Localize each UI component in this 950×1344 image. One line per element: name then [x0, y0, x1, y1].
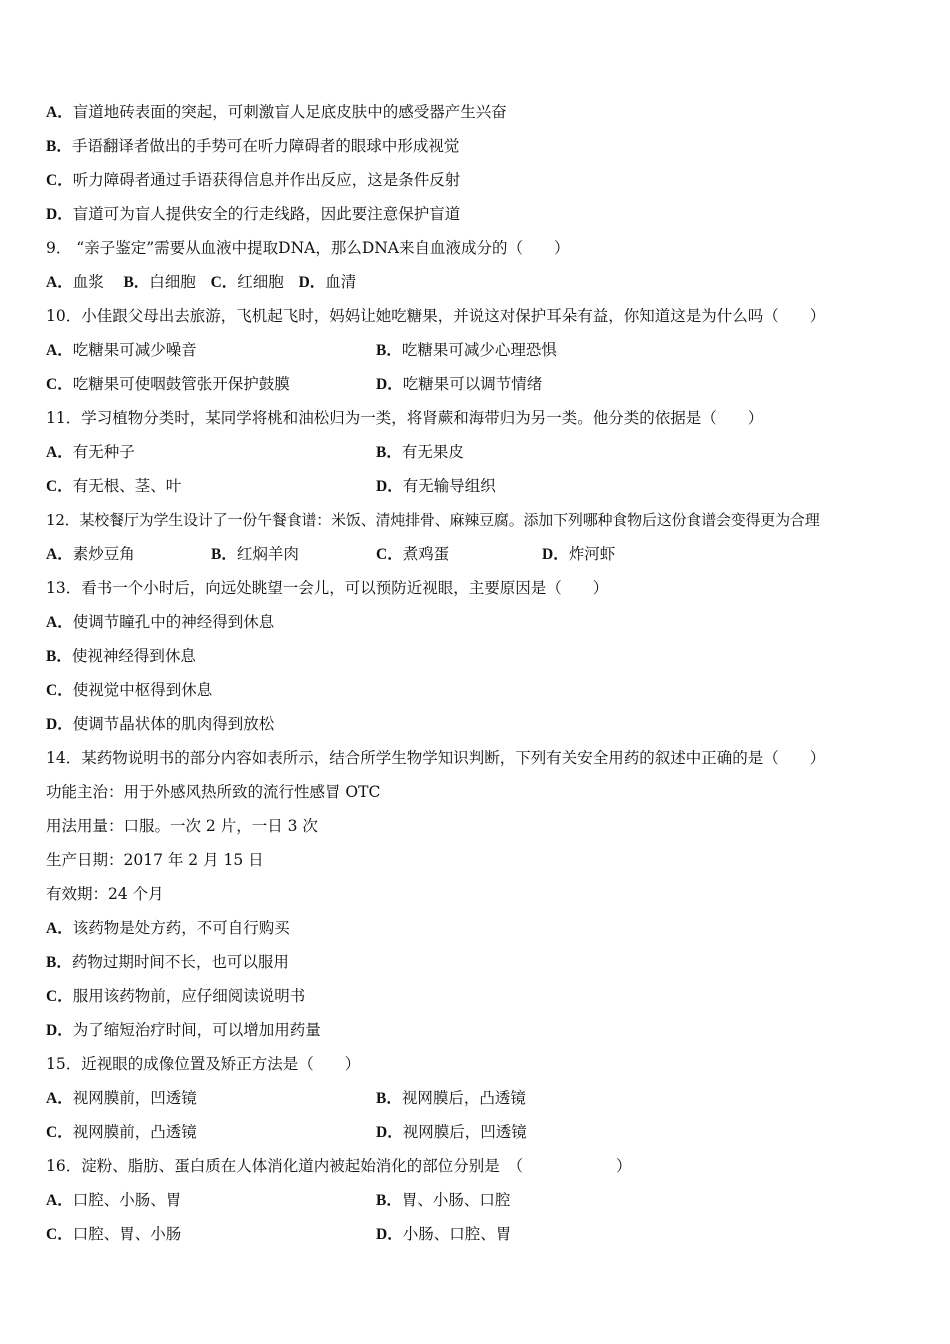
q10-option-d: D．吃糖果可以调节情绪: [376, 375, 543, 393]
q14-stem: 14．某药物说明书的部分内容如表所示，结合所学生物学知识判断，下列有关安全用药的叙述中正确的是（ ）: [46, 749, 826, 767]
q12-option-c: C．煮鸡蛋: [376, 545, 450, 563]
q14-option-c: C．服用该药物前，应仔细阅读说明书: [46, 987, 306, 1005]
q9-stem: 9． “亲子鉴定”需要从血液中提取DNA，那么DNA来自血液成分的（ ）: [46, 239, 570, 257]
q16-stem: 16．淀粉、脂肪、蛋白质在人体消化道内被起始消化的部位分别是 （ ）: [46, 1157, 632, 1175]
q14-info-dosage: 用法用量：口服。一次 2 片，一日 3 次: [46, 817, 318, 835]
q14-option-b: B．药物过期时间不长，也可以服用: [46, 953, 289, 971]
q14-info-production-date: 生产日期：2017 年 2 月 15 日: [46, 851, 264, 869]
q12-option-d: D．炸河虾: [542, 545, 616, 563]
q16-option-b: B．胃、小肠、口腔: [376, 1191, 511, 1209]
q10-option-c: C．吃糖果可使咽鼓管张开保护鼓膜: [46, 375, 290, 393]
q11-option-b: B．有无果皮: [376, 443, 464, 461]
q13-option-b: B．使视神经得到休息: [46, 647, 196, 665]
q13-stem: 13．看书一个小时后，向远处眺望一会儿，可以预防近视眼，主要原因是（ ）: [46, 579, 609, 597]
q8-option-b: B．手语翻译者做出的手势可在听力障碍者的眼球中形成视觉: [46, 137, 460, 155]
q8-option-c: C．听力障碍者通过手语获得信息并作出反应，这是条件反射: [46, 171, 461, 189]
q10-option-a: A．吃糖果可减少噪音: [46, 341, 197, 359]
q16-option-c: C．口腔、胃、小肠: [46, 1225, 182, 1243]
q15-option-a: A．视网膜前，凹透镜: [46, 1089, 197, 1107]
q16-option-d: D．小肠、口腔、胃: [376, 1225, 512, 1243]
q10-stem: 10．小佳跟父母出去旅游，飞机起飞时，妈妈让她吃糖果，并说这对保护耳朵有益，你知道这是为什么吗（ ）: [46, 307, 826, 325]
q15-option-d: D．视网膜后，凹透镜: [376, 1123, 527, 1141]
q8-option-d: D．盲道可为盲人提供安全的行走线路，因此要注意保护盲道: [46, 205, 461, 223]
q14-info-validity: 有效期：24 个月: [46, 885, 164, 903]
q12-stem: 12．某校餐厅为学生设计了一份午餐食谱：米饭、清炖排骨、麻辣豆腐。添加下列哪种食物后这份食谱会变得更为合理: [46, 511, 820, 529]
q11-option-c: C．有无根、茎、叶: [46, 477, 182, 495]
q14-option-a: A．该药物是处方药，不可自行购买: [46, 919, 290, 937]
q11-option-d: D．有无输导组织: [376, 477, 496, 495]
q14-option-d: D．为了缩短治疗时间，可以增加用药量: [46, 1021, 321, 1039]
q15-option-b: B．视网膜后，凸透镜: [376, 1089, 526, 1107]
q11-option-a: A．有无种子: [46, 443, 135, 461]
q13-option-a: A．使调节瞳孔中的神经得到休息: [46, 613, 275, 631]
q15-option-c: C．视网膜前，凸透镜: [46, 1123, 197, 1141]
q8-option-a: A．盲道地砖表面的突起，可刺激盲人足底皮肤中的感受器产生兴奋: [46, 103, 507, 121]
q11-stem: 11．学习植物分类时，某同学将桃和油松归为一类，将肾蕨和海带归为另一类。他分类的依据是（ ）: [46, 409, 764, 427]
q12-option-a: A．素炒豆角: [46, 545, 135, 563]
q12-option-b: B．红焖羊肉: [211, 545, 299, 563]
q16-option-a: A．口腔、小肠、胃: [46, 1191, 182, 1209]
q15-stem: 15．近视眼的成像位置及矫正方法是（ ）: [46, 1055, 361, 1073]
q13-option-c: C．使视觉中枢得到休息: [46, 681, 213, 699]
q9-options-row: A．血浆 B．白细胞 C．红细胞 D．血清: [46, 273, 357, 291]
q13-option-d: D．使调节晶状体的肌肉得到放松: [46, 715, 275, 733]
q14-info-indication: 功能主治：用于外感风热所致的流行性感冒 OTC: [46, 783, 381, 801]
q10-option-b: B．吃糖果可减少心理恐惧: [376, 341, 557, 359]
